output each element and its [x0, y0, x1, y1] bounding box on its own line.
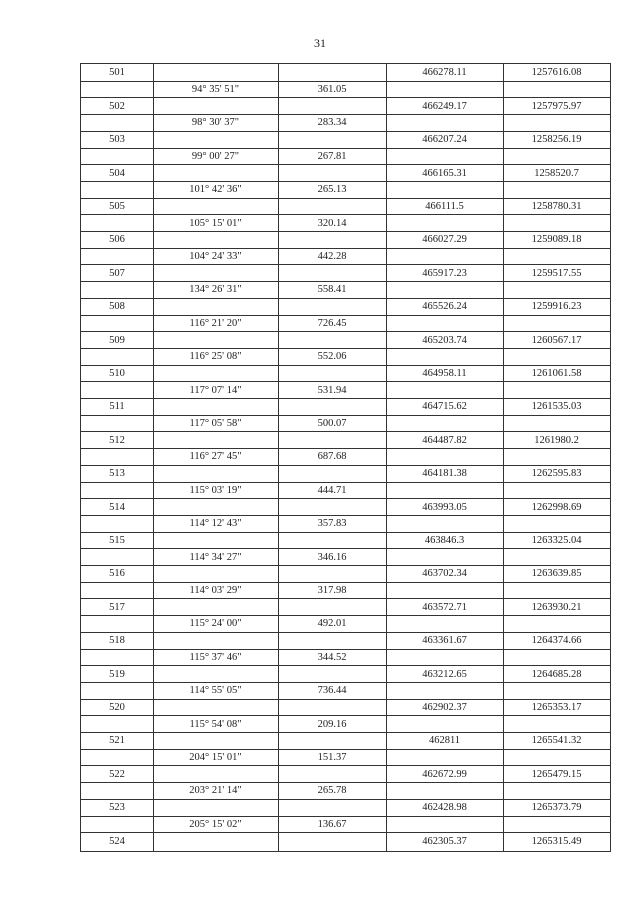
- row-divider: [81, 582, 610, 583]
- row-divider: [81, 799, 610, 800]
- x-coordinate-cell: 464958.11: [422, 367, 467, 379]
- y-coordinate-cell: 1265373.79: [531, 802, 582, 814]
- x-coordinate-cell: 466111.5: [425, 200, 464, 212]
- x-coordinate-cell: 464715.62: [422, 401, 467, 413]
- row-divider: [81, 164, 610, 165]
- y-coordinate-cell: 1261980.2: [534, 434, 579, 446]
- y-coordinate-cell: 1262998.69: [531, 501, 582, 513]
- point-number-cell: 505: [109, 200, 125, 212]
- y-coordinate-cell: 1264685.28: [531, 668, 582, 680]
- angle-cell: 99° 00' 27": [191, 150, 240, 162]
- angle-cell: 117° 05' 58": [189, 418, 242, 430]
- row-divider: [81, 465, 610, 466]
- y-coordinate-cell: 1258520.7: [534, 167, 579, 179]
- row-divider: [81, 665, 610, 666]
- coordinate-table: [80, 63, 611, 852]
- length-cell: 265.78: [317, 785, 347, 797]
- x-coordinate-cell: 462672.99: [422, 768, 467, 780]
- point-number-cell: 519: [109, 668, 125, 680]
- angle-cell: 114° 34' 27": [189, 551, 242, 563]
- row-divider: [81, 532, 610, 533]
- row-divider: [81, 331, 610, 332]
- angle-cell: 204° 15' 01": [189, 752, 242, 764]
- row-divider: [81, 131, 610, 132]
- angle-cell: 104° 24' 33": [189, 251, 242, 263]
- angle-cell: 115° 37' 46": [189, 651, 242, 663]
- x-coordinate-cell: 463702.34: [422, 568, 467, 580]
- angle-cell: 115° 54' 08": [189, 718, 242, 730]
- point-number-cell: 520: [109, 701, 125, 713]
- length-cell: 558.41: [317, 284, 347, 296]
- length-cell: 444.71: [317, 484, 347, 496]
- y-coordinate-cell: 1257975.97: [531, 100, 582, 112]
- row-divider: [81, 649, 610, 650]
- length-cell: 531.94: [317, 384, 347, 396]
- length-cell: 726.45: [317, 317, 347, 329]
- page-number: 31: [314, 36, 326, 50]
- row-divider: [81, 431, 610, 432]
- x-coordinate-cell: 465526.24: [422, 301, 467, 313]
- angle-cell: 98° 30' 37": [191, 117, 240, 129]
- point-number-cell: 502: [109, 100, 125, 112]
- row-divider: [81, 114, 610, 115]
- x-coordinate-cell: 465203.74: [422, 334, 467, 346]
- angle-cell: 114° 55' 05": [189, 685, 242, 697]
- y-coordinate-cell: 1265479.15: [531, 768, 582, 780]
- x-coordinate-cell: 466207.24: [422, 134, 467, 146]
- angle-cell: 116° 25' 08": [189, 351, 242, 363]
- x-coordinate-cell: 464181.38: [422, 468, 467, 480]
- y-coordinate-cell: 1259517.55: [531, 267, 582, 279]
- x-coordinate-cell: 463572.71: [422, 601, 467, 613]
- y-coordinate-cell: 1261061.58: [531, 367, 582, 379]
- point-number-cell: 512: [109, 434, 125, 446]
- angle-cell: 101° 42' 36": [189, 184, 242, 196]
- length-cell: 552.06: [317, 351, 347, 363]
- y-coordinate-cell: 1264374.66: [531, 635, 582, 647]
- row-divider: [81, 615, 610, 616]
- row-divider: [81, 515, 610, 516]
- y-coordinate-cell: 1261535.03: [531, 401, 582, 413]
- y-coordinate-cell: 1263639.85: [531, 568, 582, 580]
- row-divider: [81, 264, 610, 265]
- y-coordinate-cell: 1265353.17: [531, 701, 582, 713]
- row-divider: [81, 498, 610, 499]
- length-cell: 265.13: [317, 184, 347, 196]
- x-coordinate-cell: 462305.37: [422, 835, 467, 847]
- angle-cell: 114° 12' 43": [189, 518, 242, 530]
- length-cell: 357.83: [317, 518, 347, 530]
- row-divider: [81, 198, 610, 199]
- angle-cell: 134° 26' 31": [189, 284, 242, 296]
- y-coordinate-cell: 1260567.17: [531, 334, 582, 346]
- length-cell: 492.01: [317, 618, 347, 630]
- angle-cell: 105° 15' 01": [189, 217, 242, 229]
- y-coordinate-cell: 1259916.23: [531, 301, 582, 313]
- row-divider: [81, 248, 610, 249]
- row-divider: [81, 699, 610, 700]
- y-coordinate-cell: 1258780.31: [531, 200, 582, 212]
- x-coordinate-cell: 462811: [428, 735, 461, 747]
- row-divider: [81, 482, 610, 483]
- point-number-cell: 524: [109, 835, 125, 847]
- x-coordinate-cell: 463212.65: [422, 668, 467, 680]
- x-coordinate-cell: 466249.17: [422, 100, 467, 112]
- length-cell: 500.07: [317, 418, 347, 430]
- point-number-cell: 515: [109, 534, 125, 546]
- length-cell: 267.81: [317, 150, 347, 162]
- x-coordinate-cell: 466027.29: [422, 234, 467, 246]
- length-cell: 283.34: [317, 117, 347, 129]
- row-divider: [81, 832, 610, 833]
- row-divider: [81, 415, 610, 416]
- row-divider: [81, 97, 610, 98]
- x-coordinate-cell: 465917.23: [422, 267, 467, 279]
- y-coordinate-cell: 1265315.49: [531, 835, 582, 847]
- row-divider: [81, 765, 610, 766]
- point-number-cell: 522: [109, 768, 125, 780]
- row-divider: [81, 448, 610, 449]
- y-coordinate-cell: 1257616.08: [531, 67, 582, 79]
- y-coordinate-cell: 1259089.18: [531, 234, 582, 246]
- angle-cell: 116° 27' 45": [189, 451, 242, 463]
- y-coordinate-cell: 1262595.83: [531, 468, 582, 480]
- point-number-cell: 514: [109, 501, 125, 513]
- row-divider: [81, 749, 610, 750]
- point-number-cell: 503: [109, 134, 125, 146]
- row-divider: [81, 298, 610, 299]
- row-divider: [81, 732, 610, 733]
- point-number-cell: 510: [109, 367, 125, 379]
- row-divider: [81, 181, 610, 182]
- y-coordinate-cell: 1263325.04: [531, 534, 582, 546]
- angle-cell: 116° 21' 20": [189, 317, 242, 329]
- row-divider: [81, 281, 610, 282]
- x-coordinate-cell: 462428.98: [422, 802, 467, 814]
- angle-cell: 115° 24' 00": [189, 618, 242, 630]
- point-number-cell: 508: [109, 301, 125, 313]
- point-number-cell: 518: [109, 635, 125, 647]
- point-number-cell: 517: [109, 601, 125, 613]
- point-number-cell: 513: [109, 468, 125, 480]
- row-divider: [81, 548, 610, 549]
- length-cell: 687.68: [317, 451, 347, 463]
- length-cell: 136.67: [317, 818, 347, 830]
- x-coordinate-cell: 463361.67: [422, 635, 467, 647]
- row-divider: [81, 214, 610, 215]
- row-divider: [81, 81, 610, 82]
- point-number-cell: 507: [109, 267, 125, 279]
- row-divider: [81, 598, 610, 599]
- row-divider: [81, 565, 610, 566]
- length-cell: 209.16: [317, 718, 347, 730]
- length-cell: 346.16: [317, 551, 347, 563]
- angle-cell: 205° 15' 02": [189, 818, 242, 830]
- row-divider: [81, 632, 610, 633]
- length-cell: 151.37: [317, 752, 347, 764]
- angle-cell: 203° 21' 14": [189, 785, 242, 797]
- angle-cell: 114° 03' 29": [189, 585, 242, 597]
- row-divider: [81, 148, 610, 149]
- row-divider: [81, 715, 610, 716]
- length-cell: 361.05: [317, 84, 347, 96]
- row-divider: [81, 231, 610, 232]
- point-number-cell: 509: [109, 334, 125, 346]
- x-coordinate-cell: 463846.3: [424, 534, 465, 546]
- angle-cell: 94° 35' 51": [191, 84, 240, 96]
- x-coordinate-cell: 463993.05: [422, 501, 467, 513]
- point-number-cell: 516: [109, 568, 125, 580]
- point-number-cell: 521: [109, 735, 125, 747]
- y-coordinate-cell: 1263930.21: [531, 601, 582, 613]
- length-cell: 736.44: [317, 685, 347, 697]
- row-divider: [81, 348, 610, 349]
- point-number-cell: 523: [109, 802, 125, 814]
- point-number-cell: 511: [109, 401, 125, 413]
- length-cell: 317.98: [317, 585, 347, 597]
- y-coordinate-cell: 1258256.19: [531, 134, 582, 146]
- x-coordinate-cell: 462902.37: [422, 701, 467, 713]
- point-number-cell: 504: [109, 167, 125, 179]
- point-number-cell: 501: [109, 67, 125, 79]
- angle-cell: 117° 07' 14": [189, 384, 242, 396]
- angle-cell: 115° 03' 19": [189, 484, 242, 496]
- row-divider: [81, 398, 610, 399]
- row-divider: [81, 682, 610, 683]
- x-coordinate-cell: 466165.31: [422, 167, 467, 179]
- row-divider: [81, 315, 610, 316]
- x-coordinate-cell: 464487.82: [422, 434, 467, 446]
- length-cell: 320.14: [317, 217, 347, 229]
- row-divider: [81, 816, 610, 817]
- x-coordinate-cell: 466278.11: [422, 67, 467, 79]
- length-cell: 442.28: [317, 251, 347, 263]
- row-divider: [81, 381, 610, 382]
- point-number-cell: 506: [109, 234, 125, 246]
- y-coordinate-cell: 1265541.32: [531, 735, 582, 747]
- length-cell: 344.52: [317, 651, 347, 663]
- row-divider: [81, 365, 610, 366]
- row-divider: [81, 782, 610, 783]
